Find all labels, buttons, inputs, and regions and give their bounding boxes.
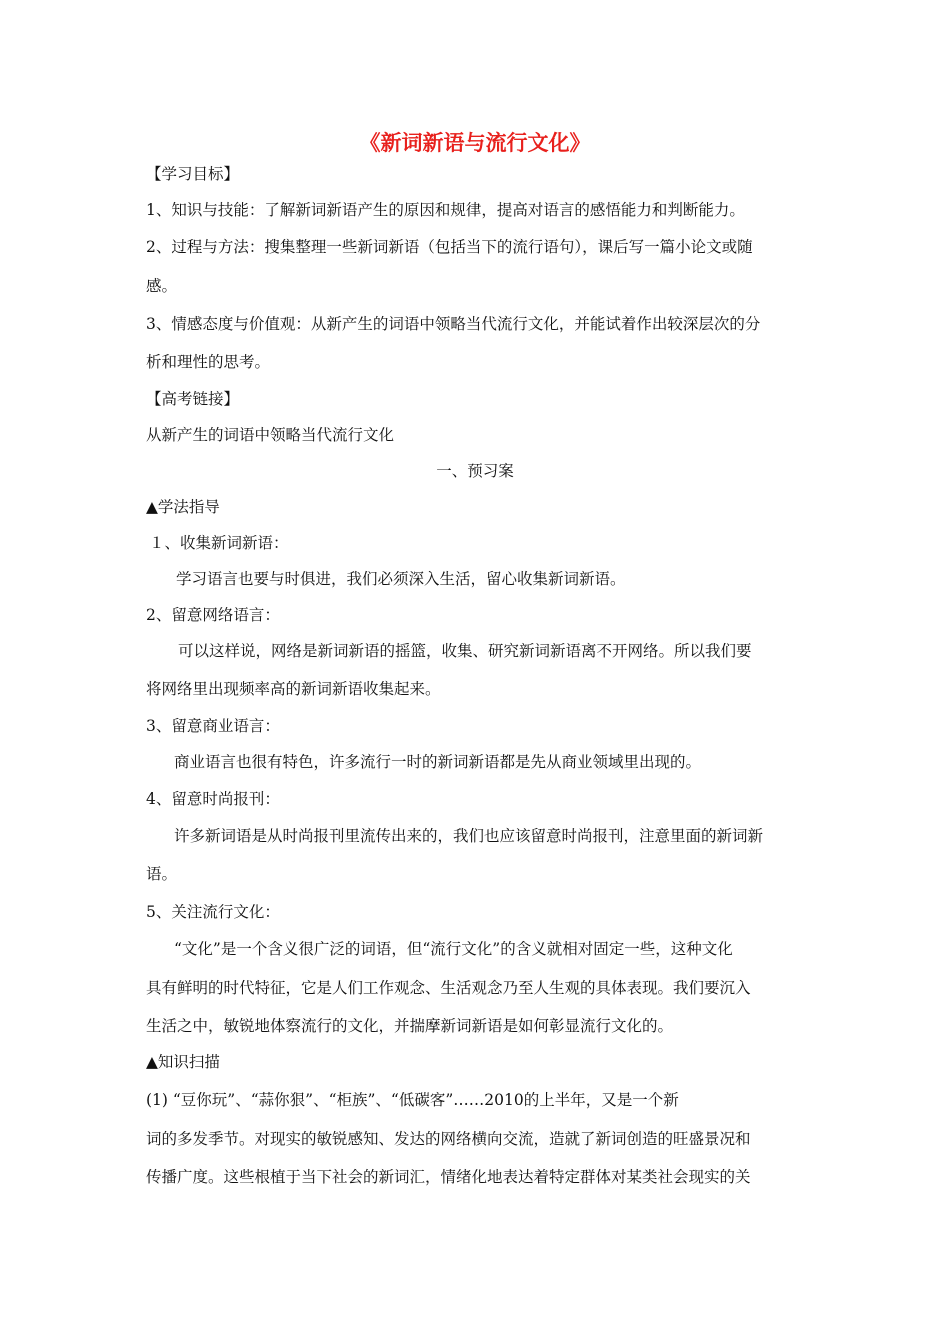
paragraph-line: 传播广度。这些根植于当下社会的新词汇，情绪化地表达着特定群体对某类社会现实的关	[146, 1168, 751, 1186]
paragraph-line: 将网络里出现频率高的新词新语收集起来。	[146, 680, 441, 698]
paragraph-line: 可以这样说，网络是新词新语的摇篮，收集、研究新词新语离不开网络。所以我们要	[178, 642, 752, 660]
section-heading-method: ▲学法指导	[146, 498, 220, 516]
item-heading: 4、留意时尚报刊：	[146, 790, 280, 808]
paragraph-line: 感。	[146, 277, 178, 295]
item-heading: １、收集新词新语：	[149, 534, 289, 552]
paragraph-line: 3、情感态度与价值观：从新产生的词语中领略当代流行文化，并能试着作出较深层次的分	[146, 315, 761, 333]
document-title: 《新词新语与流行文化》	[359, 131, 591, 155]
item-heading: 2、留意网络语言：	[146, 606, 280, 624]
paragraph-line: 许多新词语是从时尚报刊里流传出来的，我们也应该留意时尚报刊，注意里面的新词新	[174, 827, 764, 845]
paragraph-line: 学习语言也要与时俱进，我们必须深入生活，留心收集新词新语。	[176, 570, 626, 588]
paragraph-line: 商业语言也很有特色，许多流行一时的新词新语都是先从商业领域里出现的。	[174, 753, 702, 771]
item-heading: 3、留意商业语言：	[146, 717, 280, 735]
paragraph-line: 析和理性的思考。	[146, 353, 271, 371]
paragraph-line: “文化”是一个含义很广泛的词语，但“流行文化”的含义就相对固定一些，这种文化	[174, 940, 733, 958]
item-heading: 5、关注流行文化：	[146, 903, 280, 921]
paragraph-line: 1、知识与技能：了解新词新语产生的原因和规律，提高对语言的感悟能力和判断能力。	[146, 201, 745, 219]
paragraph-line: 生活之中，敏锐地体察流行的文化，并揣摩新词新语是如何彰显流行文化的。	[146, 1017, 674, 1035]
section-heading-preview: 一、预习案	[436, 462, 514, 480]
section-heading-objectives: 【学习目标】	[146, 165, 240, 183]
section-heading-exam: 【高考链接】	[146, 390, 240, 408]
section-heading-scan: ▲知识扫描	[146, 1053, 220, 1071]
paragraph-line: 从新产生的词语中领略当代流行文化	[146, 426, 395, 444]
paragraph-line: 语。	[146, 865, 178, 883]
paragraph-line: 具有鲜明的时代特征，它是人们工作观念、生活观念乃至人生观的具体表现。我们要沉入	[146, 979, 751, 997]
paragraph-line: (1) “豆你玩”、“蒜你狠”、“柜族”、“低碳客”……2010的上半年，又是一个新	[146, 1091, 679, 1109]
paragraph-line: 2、过程与方法：搜集整理一些新词新语（包括当下的流行语句），课后写一篇小论文或随	[146, 238, 753, 256]
paragraph-line: 词的多发季节。对现实的敏锐感知、发达的网络横向交流，造就了新词创造的旺盛景况和	[146, 1130, 751, 1148]
